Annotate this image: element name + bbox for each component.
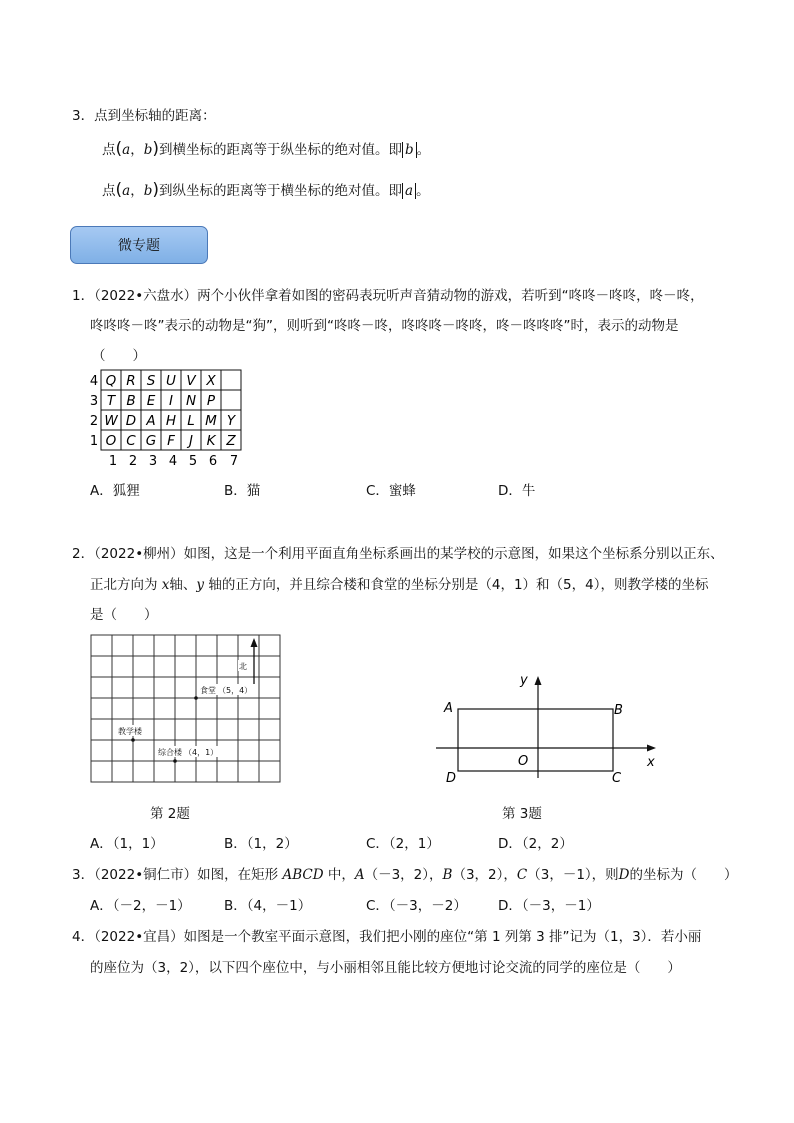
table-cell: J	[189, 433, 193, 449]
q2-option-c[interactable]: C．（2，1）	[366, 836, 440, 852]
table-cell: A	[146, 413, 156, 429]
col-label: 2	[128, 454, 138, 469]
table-cell: E	[146, 393, 156, 409]
col-label: 5	[188, 454, 198, 469]
teaching-label: 教学楼	[118, 727, 142, 736]
teaching-point	[131, 738, 135, 742]
q3-option-b[interactable]: B．（4，－1）	[224, 898, 312, 914]
fig3-caption: 第 3题	[502, 806, 542, 822]
table-cell: F	[167, 433, 175, 449]
table-cell: K	[206, 433, 216, 449]
cipher-table	[84, 364, 254, 470]
table-cell: N	[185, 393, 197, 409]
table-cell: W	[104, 413, 118, 429]
section-banner: 微专题	[70, 226, 208, 264]
q2-option-d[interactable]: D．（2，2）	[498, 836, 573, 852]
q2-option-a[interactable]: A．（1，1）	[90, 836, 164, 852]
q1-line2: 咚咚咚－咚”表示的动物是“狗”，则听到“咚咚－咚，咚咚咚－咚咚，咚－咚咚咚”时，表示的动物是	[90, 318, 679, 334]
q3-option-c[interactable]: C．（－3，－2）	[366, 898, 467, 914]
q1-option-d[interactable]: D．牛	[498, 483, 536, 499]
row-label: 3	[89, 394, 99, 409]
north-arrow-head-icon	[251, 638, 258, 647]
label-b: B	[614, 703, 623, 718]
table-cell: S	[146, 373, 156, 389]
col-label: 6	[208, 454, 218, 469]
q4-line2: 的座位为（3，2），以下四个座位中，与小丽相邻且能比较方便地讨论交流的同学的座位是（ ）	[90, 960, 681, 976]
q2-line3: 是（ ）	[90, 607, 158, 623]
table-cell: I	[169, 393, 173, 409]
q2-line2: 正北方向为 x轴、y 轴的正方向，并且综合楼和食堂的坐标分别是（4，1）和（5，4），则教学楼的坐标	[90, 577, 709, 593]
label-a: A	[444, 701, 453, 716]
q1-option-b[interactable]: B．猫	[224, 483, 261, 499]
q3-stem: 3．（2022•铜仁市）如图，在矩形 ABCD 中，A（－3，2），B（3，2），C（3，－1），则D的坐标为（ ）	[72, 867, 738, 883]
col-label: 1	[108, 454, 118, 469]
table-cell: Y	[226, 413, 236, 429]
table-cell: P	[206, 393, 216, 409]
complex-point	[173, 759, 177, 763]
rule3-line2: 点(a，b)到纵坐标的距离等于横坐标的绝对值。即 a 。	[102, 180, 430, 200]
q2-option-b[interactable]: B．（1，2）	[224, 836, 298, 852]
rectangle-figure	[428, 670, 668, 790]
north-label: 北	[239, 662, 247, 671]
table-cell: R	[126, 373, 136, 389]
table-cell: D	[125, 413, 137, 429]
rule3-line1: 点(a，b)到横坐标的距离等于纵坐标的绝对值。即 b 。	[102, 139, 431, 159]
label-c: C	[612, 771, 622, 786]
table-cell: U	[166, 373, 176, 389]
q1-option-a[interactable]: A．狐狸	[90, 483, 140, 499]
q3-option-a[interactable]: A．（－2，－1）	[90, 898, 191, 914]
table-cell: X	[206, 373, 216, 389]
table-cell: V	[186, 373, 196, 389]
table-cell: G	[145, 433, 157, 449]
complex-label: 综合楼	[158, 748, 182, 757]
table-cell: T	[106, 393, 116, 409]
rule3-heading: 3．点到坐标轴的距离：	[72, 108, 216, 124]
rectangle-abcd	[458, 709, 613, 771]
row-label: 1	[89, 434, 99, 449]
q2-line1: 2．（2022•柳州）如图，这是一个利用平面直角坐标系画出的某学校的示意图，如果这个坐标系分别以正东、	[72, 546, 724, 562]
table-cell: M	[205, 413, 217, 429]
q1-blank: （ ）	[92, 348, 146, 364]
label-y: y	[520, 673, 528, 688]
table-cell: H	[165, 413, 177, 429]
table-cell: C	[126, 433, 136, 449]
label-o: O	[518, 754, 529, 769]
table-cell: O	[105, 433, 117, 449]
q1-line1: 1．（2022•六盘水）两个小伙伴拿着如图的密码表玩听声音猜动物的游戏，若听到“咚咚－咚咚，咚－咚，	[72, 288, 704, 304]
y-axis-arrow-icon	[535, 676, 542, 685]
q3-option-d[interactable]: D．（－3，－1）	[498, 898, 600, 914]
q1-option-c[interactable]: C．蜜蜂	[366, 483, 416, 499]
x-axis-arrow-icon	[647, 745, 656, 752]
canteen-label: 食堂	[200, 686, 216, 695]
canteen-coord: （5，4）	[218, 686, 253, 695]
canteen-point	[194, 696, 198, 700]
table-cell: B	[126, 393, 136, 409]
complex-coord: （4，1）	[184, 748, 219, 757]
q4-line1: 4．（2022•宜昌）如图是一个教室平面示意图，我们把小刚的座位“第 1 列第 3 排”记为（1，3）．若小丽	[72, 929, 702, 945]
col-label: 7	[229, 454, 239, 469]
label-x: x	[647, 755, 655, 770]
col-label: 4	[168, 454, 178, 469]
col-label: 3	[148, 454, 158, 469]
row-label: 4	[89, 374, 99, 389]
label-d: D	[446, 771, 457, 786]
table-cell: Q	[105, 373, 117, 389]
fig2-caption: 第 2题	[150, 806, 190, 822]
table-cell: Z	[226, 433, 236, 449]
table-cell: L	[187, 413, 195, 429]
row-label: 2	[89, 414, 99, 429]
school-map-figure	[88, 632, 284, 788]
